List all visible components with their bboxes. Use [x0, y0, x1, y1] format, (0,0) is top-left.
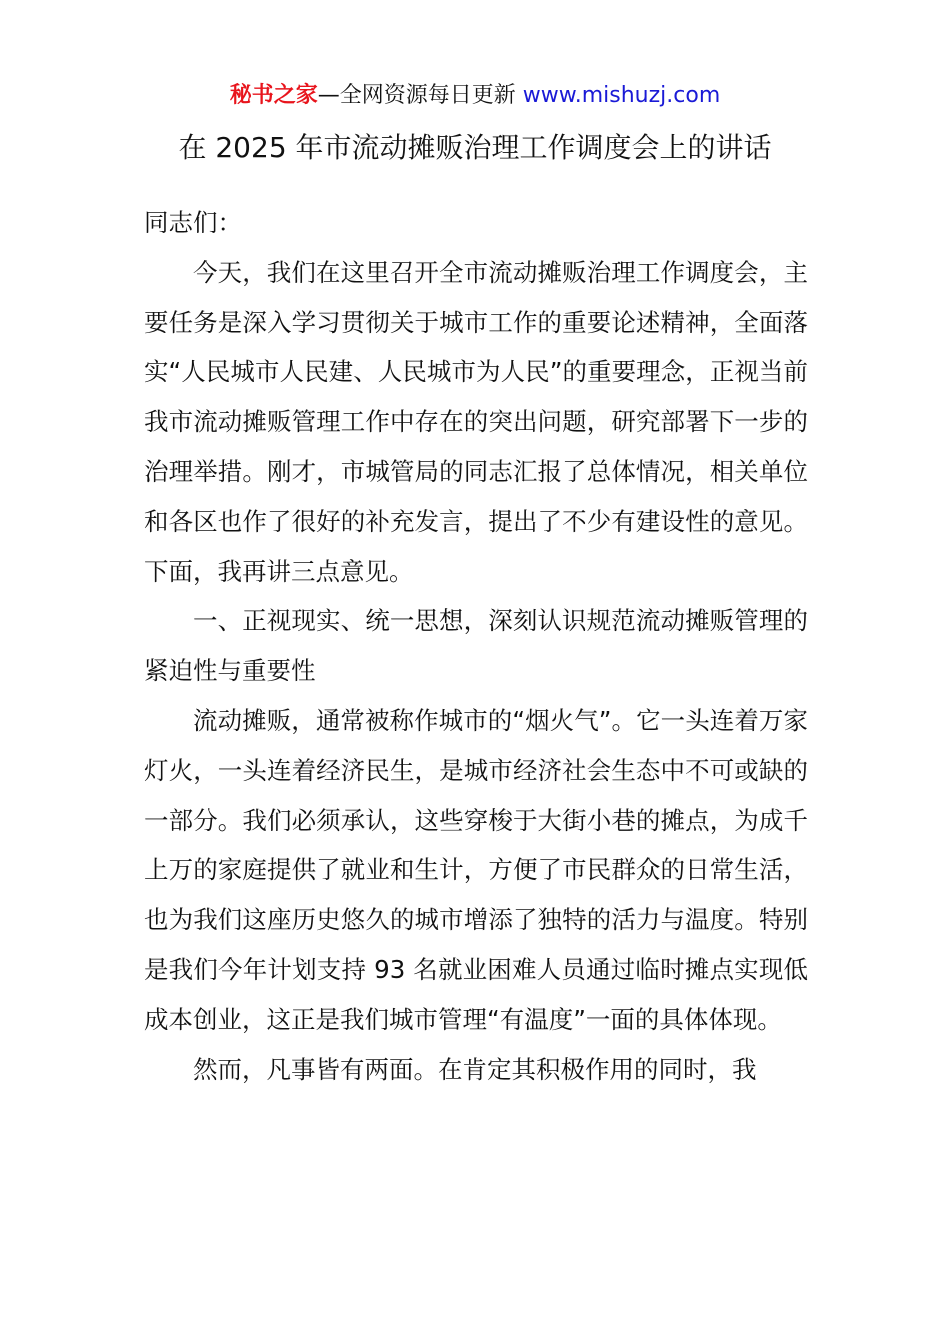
section-heading-1: 一、正视现实、统一思想，深刻认识规范流动摊贩管理的紧迫性与重要性 [144, 606, 808, 686]
salutation: 同志们： [144, 208, 242, 237]
document-body [144, 198, 808, 1094]
document-title: 在 2025 年市流动摊贩治理工作调度会上的讲话 [178, 131, 772, 164]
site-url-link[interactable]: www.mishuzj.com [522, 83, 721, 108]
paragraph-vendors: 流动摊贩，通常被称作城市的“烟火气”。它一头连着万家灯火，一头连着经济民生，是城市经济社会生态中不可或缺的一部分。我们必须承认，这些穿梭于大街小巷的摊点，为成千上万的家庭提供了就业和生计，方便了市民群众的日常生活，也为我们这座历史悠久的城市增添了独特的活力与温度。特别是我们今年计划支持 93 名就业困难人员通过临时摊点实现低成本创业，这正是我们城市管理“有温度”一面的具体体现。 [144, 705, 808, 1034]
paragraph-however: 然而，凡事皆有两面。在肯定其积极作用的同时，我 [193, 1054, 757, 1084]
site-tagline: —全网资源每日更新 [317, 83, 516, 108]
site-header [0, 80, 950, 112]
site-brand: 秘书之家 [229, 83, 318, 108]
paragraph-intro: 今天，我们在这里召开全市流动摊贩治理工作调度会，主要任务是深入学习贯彻关于城市工作的重要论述精神，全面落实“人民城市人民建、人民城市为人民”的重要理念，正视当前我市流动摊贩管理工作中存在的突出问题，研究部署下一步的治理举措。刚才，市城管局的同志汇报了总体情况，相关单位和各区也作了很好的补充发言，提出了不少有建设性的意见。下面，我再讲三点意见。 [144, 257, 808, 586]
